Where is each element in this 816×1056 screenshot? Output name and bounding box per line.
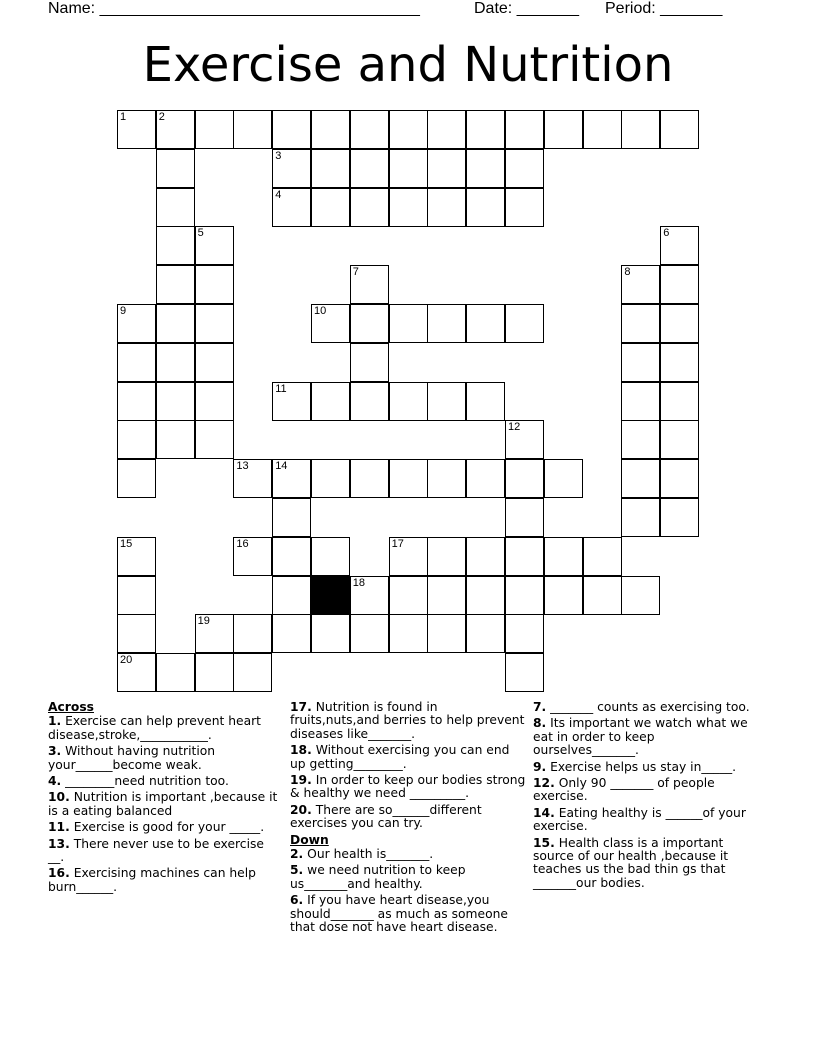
grid-cell[interactable] xyxy=(195,265,234,304)
grid-cell[interactable] xyxy=(156,188,195,227)
across-heading: Across xyxy=(48,700,94,714)
grid-cell[interactable] xyxy=(621,343,660,382)
grid-cell[interactable] xyxy=(156,110,195,149)
clue-number: 4 xyxy=(275,188,282,201)
grid-cell[interactable] xyxy=(233,537,272,576)
clue-item-number: 4. xyxy=(48,774,62,789)
grid-cell[interactable] xyxy=(311,382,350,421)
clue-item-text: Nutrition is important ,because it is a eating balanced xyxy=(48,790,278,818)
clue-item xyxy=(48,775,278,788)
grid-cell[interactable] xyxy=(466,149,505,188)
grid-cell[interactable] xyxy=(272,459,311,498)
grid-cell[interactable] xyxy=(233,653,272,692)
grid-cell[interactable] xyxy=(505,420,544,459)
clue-item xyxy=(48,867,278,894)
clue-item-text: There are so______different exercises you can try. xyxy=(290,802,482,831)
clue-item xyxy=(290,804,526,831)
grid-cell[interactable] xyxy=(195,420,234,459)
grid-cell[interactable] xyxy=(311,304,350,343)
clue-item xyxy=(533,701,761,714)
clue-column-3 xyxy=(533,701,761,893)
grid-cell[interactable] xyxy=(505,537,544,576)
grid-cell[interactable] xyxy=(272,110,311,149)
clue-item xyxy=(290,744,526,771)
clue-number: 6 xyxy=(663,227,670,240)
grid-cell[interactable] xyxy=(427,110,466,149)
clue-item xyxy=(48,838,278,865)
grid-cell[interactable] xyxy=(195,653,234,692)
grid-cell[interactable] xyxy=(660,420,699,459)
grid-cell[interactable] xyxy=(505,576,544,615)
clue-column-1 xyxy=(48,701,278,897)
grid-cell[interactable] xyxy=(621,265,660,304)
grid-cell[interactable] xyxy=(583,576,622,615)
grid-cell[interactable] xyxy=(311,110,350,149)
grid-cell[interactable] xyxy=(505,614,544,653)
grid-cell[interactable] xyxy=(505,653,544,692)
grid-cell[interactable] xyxy=(195,304,234,343)
grid-cell[interactable] xyxy=(350,459,389,498)
date-field-label[interactable]: Date: _______ xyxy=(474,0,579,17)
grid-cell[interactable] xyxy=(156,265,195,304)
grid-cell[interactable] xyxy=(389,576,428,615)
clue-number: 17 xyxy=(391,537,404,550)
grid-cell[interactable] xyxy=(466,188,505,227)
grid-cell[interactable] xyxy=(544,110,583,149)
clue-number: 2 xyxy=(158,111,165,123)
clue-number: 1 xyxy=(120,111,127,123)
grid-cell[interactable] xyxy=(621,498,660,537)
grid-cell[interactable] xyxy=(621,382,660,421)
clue-item-number: 12. xyxy=(533,776,555,791)
clue-item xyxy=(48,791,278,818)
grid-cell[interactable] xyxy=(427,537,466,576)
grid-cell[interactable] xyxy=(389,459,428,498)
grid-cell[interactable] xyxy=(660,343,699,382)
grid-cell[interactable] xyxy=(272,149,311,188)
clue-item-number: 17. xyxy=(290,700,312,714)
clue-item-text: _______ counts as exercising too. xyxy=(546,700,750,714)
grid-cell[interactable] xyxy=(311,149,350,188)
grid-cell[interactable] xyxy=(389,188,428,227)
grid-cell[interactable] xyxy=(505,304,544,343)
grid-cell[interactable] xyxy=(505,149,544,188)
clue-item-text: Its important we watch what we eat in order to keep ourselves_______. xyxy=(533,716,748,758)
grid-cell[interactable] xyxy=(389,304,428,343)
clue-item xyxy=(48,745,278,772)
clue-item-number: 20. xyxy=(290,802,312,817)
grid-cell[interactable] xyxy=(350,576,389,615)
grid-cell[interactable] xyxy=(466,576,505,615)
grid-cell[interactable] xyxy=(156,382,195,421)
grid-cell[interactable] xyxy=(389,382,428,421)
down-heading: Down xyxy=(290,832,329,847)
period-field-label[interactable]: Period: _______ xyxy=(605,0,723,17)
clue-number: 14 xyxy=(275,460,288,473)
grid-cell[interactable] xyxy=(272,614,311,653)
clue-item-text: Only 90 _______ of people exercise. xyxy=(533,776,715,804)
grid-cell[interactable] xyxy=(660,498,699,537)
grid-cell[interactable] xyxy=(272,188,311,227)
grid-cell[interactable] xyxy=(544,459,583,498)
grid-cell[interactable] xyxy=(195,614,234,653)
clue-number: 20 xyxy=(120,654,133,667)
clue-item xyxy=(290,894,526,934)
grid-cell[interactable] xyxy=(660,382,699,421)
clue-number: 7 xyxy=(352,266,359,279)
grid-cell[interactable] xyxy=(427,382,466,421)
clue-item-text: There never use to be exercise __. xyxy=(48,836,264,865)
grid-cell[interactable] xyxy=(389,537,428,576)
grid-cell[interactable] xyxy=(117,343,156,382)
grid-cell[interactable] xyxy=(233,459,272,498)
clue-item xyxy=(48,821,278,834)
grid-cell[interactable] xyxy=(156,343,195,382)
clue-item-text: In order to keep our bodies strong & healthy we need _________. xyxy=(290,773,526,801)
grid-cell[interactable] xyxy=(117,537,156,576)
grid-cell[interactable] xyxy=(117,110,156,149)
grid-cell[interactable] xyxy=(466,614,505,653)
grid-cell[interactable] xyxy=(117,576,156,615)
black-cell xyxy=(311,576,350,615)
grid-cell[interactable] xyxy=(621,110,660,149)
grid-cell[interactable] xyxy=(583,110,622,149)
grid-cell[interactable] xyxy=(621,420,660,459)
clue-number: 3 xyxy=(275,149,282,162)
grid-cell[interactable] xyxy=(156,304,195,343)
grid-cell[interactable] xyxy=(427,459,466,498)
grid-cell[interactable] xyxy=(195,110,234,149)
grid-cell[interactable] xyxy=(156,226,195,265)
grid-cell[interactable] xyxy=(117,382,156,421)
clue-item-number: 6. xyxy=(290,893,304,908)
grid-cell[interactable] xyxy=(311,614,350,653)
grid-cell[interactable] xyxy=(466,304,505,343)
grid-cell[interactable] xyxy=(466,110,505,149)
clue-item xyxy=(48,715,278,742)
grid-cell[interactable] xyxy=(389,614,428,653)
grid-cell[interactable] xyxy=(505,459,544,498)
clue-item-number: 18. xyxy=(290,743,312,758)
clue-item-text: Our health is_______. xyxy=(303,847,434,862)
clue-item-number: 5. xyxy=(290,863,304,878)
clue-item xyxy=(290,701,526,741)
clue-item xyxy=(290,848,526,861)
grid-cell[interactable] xyxy=(389,110,428,149)
clue-item-text: Exercise is good for your _____. xyxy=(69,820,265,835)
clue-item-text: Exercise helps us stay in_____. xyxy=(546,759,737,774)
clue-item-text: Without having nutrition your______become weak. xyxy=(48,744,216,772)
clue-item-number: 13. xyxy=(48,836,70,851)
clue-item-number: 3. xyxy=(48,744,62,759)
grid-cell[interactable] xyxy=(350,614,389,653)
clue-item-number: 2. xyxy=(290,847,304,862)
grid-cell[interactable] xyxy=(156,653,195,692)
grid-cell[interactable] xyxy=(156,149,195,188)
clue-item-number: 9. xyxy=(533,759,547,774)
grid-cell[interactable] xyxy=(505,188,544,227)
grid-cell[interactable] xyxy=(505,498,544,537)
clue-item-number: 1. xyxy=(48,714,62,729)
clue-item-number: 10. xyxy=(48,790,70,805)
grid-cell[interactable] xyxy=(311,188,350,227)
grid-cell[interactable] xyxy=(350,110,389,149)
clue-number: 18 xyxy=(352,576,366,589)
clue-item-text: Without exercising you can end up getting________. xyxy=(290,743,510,771)
clue-item-text: ________need nutrition too. xyxy=(61,774,229,789)
grid-cell[interactable] xyxy=(117,614,156,653)
clue-item-number: 16. xyxy=(48,866,70,881)
grid-cell[interactable] xyxy=(427,188,466,227)
grid-cell[interactable] xyxy=(117,420,156,459)
grid-cell[interactable] xyxy=(660,265,699,304)
grid-cell[interactable] xyxy=(350,343,389,382)
grid-cell[interactable] xyxy=(427,614,466,653)
grid-cell[interactable] xyxy=(272,537,311,576)
grid-cell[interactable] xyxy=(427,149,466,188)
clue-number: 12 xyxy=(508,421,521,434)
grid-cell[interactable] xyxy=(544,537,583,576)
clue-number: 15 xyxy=(120,537,133,550)
clue-item-text: we need nutrition to keep us_______and healthy. xyxy=(290,863,466,891)
clue-item-text: If you have heart disease,you should_______ as much as someone that dose not have heart disease. xyxy=(290,893,508,935)
clue-item xyxy=(533,807,761,834)
clue-item-number: 15. xyxy=(533,835,555,850)
grid-cell[interactable] xyxy=(350,149,389,188)
clue-item-text: Exercising machines can help burn______. xyxy=(48,866,256,894)
page-title: Exercise and Nutrition xyxy=(142,37,674,93)
grid-cell[interactable] xyxy=(466,537,505,576)
clue-item xyxy=(290,864,526,891)
header xyxy=(48,0,768,22)
grid-cell[interactable] xyxy=(621,576,660,615)
grid-cell[interactable] xyxy=(350,188,389,227)
grid-cell[interactable] xyxy=(427,576,466,615)
clue-number: 11 xyxy=(275,382,287,395)
grid-cell[interactable] xyxy=(350,304,389,343)
clue-item-text: Health class is a important source of our health ,because it teaches us the bad thin gs that _______our bodies. xyxy=(533,835,729,890)
grid-cell[interactable] xyxy=(350,265,389,304)
grid-cell[interactable] xyxy=(117,304,156,343)
clue-item xyxy=(533,717,761,757)
clue-item-text: Exercise can help prevent heart disease,stroke,___________. xyxy=(48,714,262,742)
grid-cell[interactable] xyxy=(195,226,234,265)
grid-cell[interactable] xyxy=(660,226,699,265)
grid-cell[interactable] xyxy=(272,498,311,537)
grid-cell[interactable] xyxy=(311,537,350,576)
name-field-label[interactable]: Name: ____________________________________ xyxy=(48,0,420,17)
grid-cell[interactable] xyxy=(544,576,583,615)
clue-item-text: Eating healthy is ______of your exercise. xyxy=(533,805,746,834)
clue-number: 8 xyxy=(624,266,631,279)
clue-number: 13 xyxy=(236,460,249,473)
grid-cell[interactable] xyxy=(660,304,699,343)
grid-cell[interactable] xyxy=(350,382,389,421)
clue-number: 10 xyxy=(314,305,327,317)
clue-item xyxy=(533,837,761,891)
grid-cell[interactable] xyxy=(621,459,660,498)
grid-cell[interactable] xyxy=(505,110,544,149)
clue-column-2 xyxy=(290,701,526,938)
grid-cell[interactable] xyxy=(311,459,350,498)
clue-number: 19 xyxy=(197,615,210,628)
grid-cell[interactable] xyxy=(195,343,234,382)
grid-cell[interactable] xyxy=(583,537,622,576)
grid-cell[interactable] xyxy=(427,304,466,343)
grid-cell[interactable] xyxy=(466,459,505,498)
clue-number: 16 xyxy=(236,537,249,550)
grid-cell[interactable] xyxy=(389,149,428,188)
clue-item xyxy=(533,777,761,804)
grid-cell[interactable] xyxy=(156,420,195,459)
grid-cell[interactable] xyxy=(660,459,699,498)
grid-cell[interactable] xyxy=(117,653,156,692)
clue-number: 5 xyxy=(197,227,204,240)
clue-number: 9 xyxy=(120,305,127,317)
grid-cell[interactable] xyxy=(272,382,311,421)
clue-item xyxy=(533,761,761,774)
grid-cell[interactable] xyxy=(233,614,272,653)
grid-cell[interactable] xyxy=(233,110,272,149)
grid-cell[interactable] xyxy=(621,304,660,343)
clue-item-number: 7. xyxy=(533,700,547,714)
clue-item-number: 14. xyxy=(533,805,555,820)
grid-cell[interactable] xyxy=(195,382,234,421)
grid-cell[interactable] xyxy=(660,110,699,149)
grid-cell[interactable] xyxy=(466,382,505,421)
clue-item-text: Nutrition is found in fruits,nuts,and berries to help prevent diseases like_______. xyxy=(290,700,525,741)
grid-cell[interactable] xyxy=(272,576,311,615)
grid-cell[interactable] xyxy=(117,459,156,498)
clue-item-number: 19. xyxy=(290,773,312,788)
clue-item-number: 11. xyxy=(48,820,70,835)
clue-item xyxy=(290,774,526,801)
clue-item-number: 8. xyxy=(533,716,547,731)
